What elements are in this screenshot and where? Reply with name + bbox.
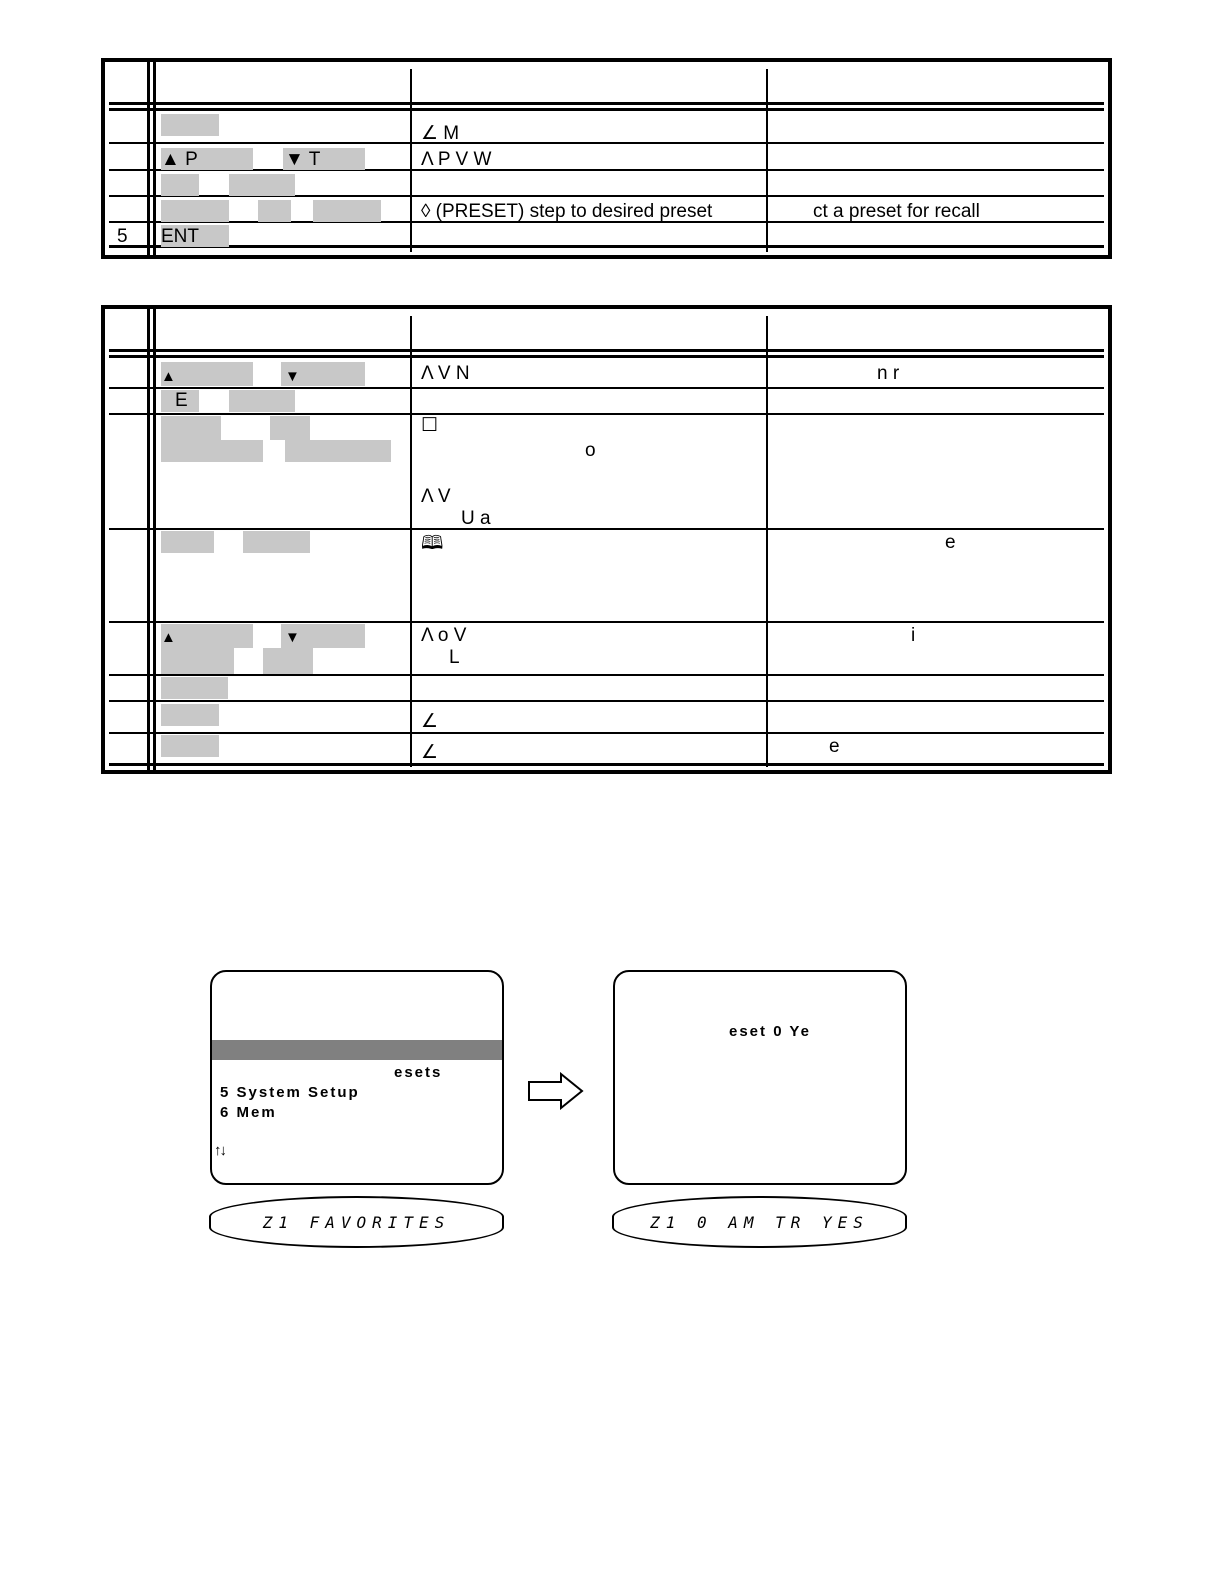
action-text: ▼ T — [285, 149, 321, 170]
button-highlight — [270, 416, 310, 440]
note-text: n r — [877, 363, 900, 384]
button-highlight — [161, 174, 199, 196]
angle-icon: ∠ — [421, 742, 439, 763]
right-arrow-icon — [527, 1072, 585, 1110]
book-icon: 🕮 — [421, 532, 444, 554]
control-text: ∠ M — [421, 123, 460, 144]
button-highlight — [161, 416, 221, 440]
control-text: Λ o V — [421, 625, 467, 646]
action-text: E — [175, 390, 188, 411]
button-highlight — [161, 648, 234, 674]
angle-icon: ∠ — [421, 711, 439, 732]
action-text: ▲ — [161, 629, 176, 646]
osd-line: 5 System Setup — [220, 1084, 360, 1101]
osd-screen-right — [613, 970, 907, 1185]
button-highlight — [161, 440, 263, 462]
button-highlight — [161, 114, 219, 136]
control-text: Λ P V W — [421, 149, 492, 170]
step-number: 5 — [117, 226, 128, 247]
button-highlight — [263, 648, 313, 674]
osd-line: esets — [394, 1064, 443, 1081]
note-text: e — [829, 736, 840, 757]
control-text: Λ V N — [421, 363, 470, 384]
menu-highlight-bar — [212, 1040, 502, 1060]
button-highlight — [161, 200, 229, 222]
osd-line: eset 0 Ye — [729, 1023, 811, 1040]
button-highlight — [229, 390, 295, 412]
action-text: ▲ — [161, 368, 176, 385]
action-text: ENT — [161, 226, 199, 247]
note-text: e — [945, 532, 956, 553]
lcd-display-right — [612, 1196, 907, 1248]
lcd-text: Z1 FAVORITES — [262, 1212, 451, 1232]
button-highlight — [161, 704, 219, 726]
up-down-arrows-icon: ↑↓ — [214, 1142, 225, 1159]
preset-setup-table — [101, 305, 1112, 774]
button-highlight — [229, 174, 295, 196]
preset-recall-table — [101, 58, 1112, 259]
control-text: Λ V — [421, 486, 451, 507]
control-text: ◊ (PRESET) step to desired preset — [421, 201, 713, 222]
action-text: ▼ — [285, 368, 300, 385]
button-highlight — [161, 677, 228, 699]
action-text: ▼ — [285, 629, 300, 646]
control-text: L — [449, 647, 460, 668]
checkbox-icon: ☐ — [421, 415, 439, 436]
button-highlight — [243, 531, 310, 553]
button-highlight — [161, 531, 214, 553]
button-highlight — [161, 735, 219, 757]
button-highlight — [285, 440, 391, 462]
lcd-text: Z1 0 AM TR YES — [650, 1212, 869, 1232]
control-text: U a — [461, 508, 491, 529]
lcd-display-left — [209, 1196, 504, 1248]
action-text: ▲ P — [161, 149, 198, 170]
control-text: o — [585, 440, 596, 461]
button-highlight — [313, 200, 381, 222]
button-highlight — [258, 200, 291, 222]
osd-screen-left — [210, 970, 504, 1185]
osd-line: 6 Mem — [220, 1104, 277, 1121]
note-text: i — [911, 625, 916, 646]
note-text: ct a preset for recall — [813, 201, 980, 222]
